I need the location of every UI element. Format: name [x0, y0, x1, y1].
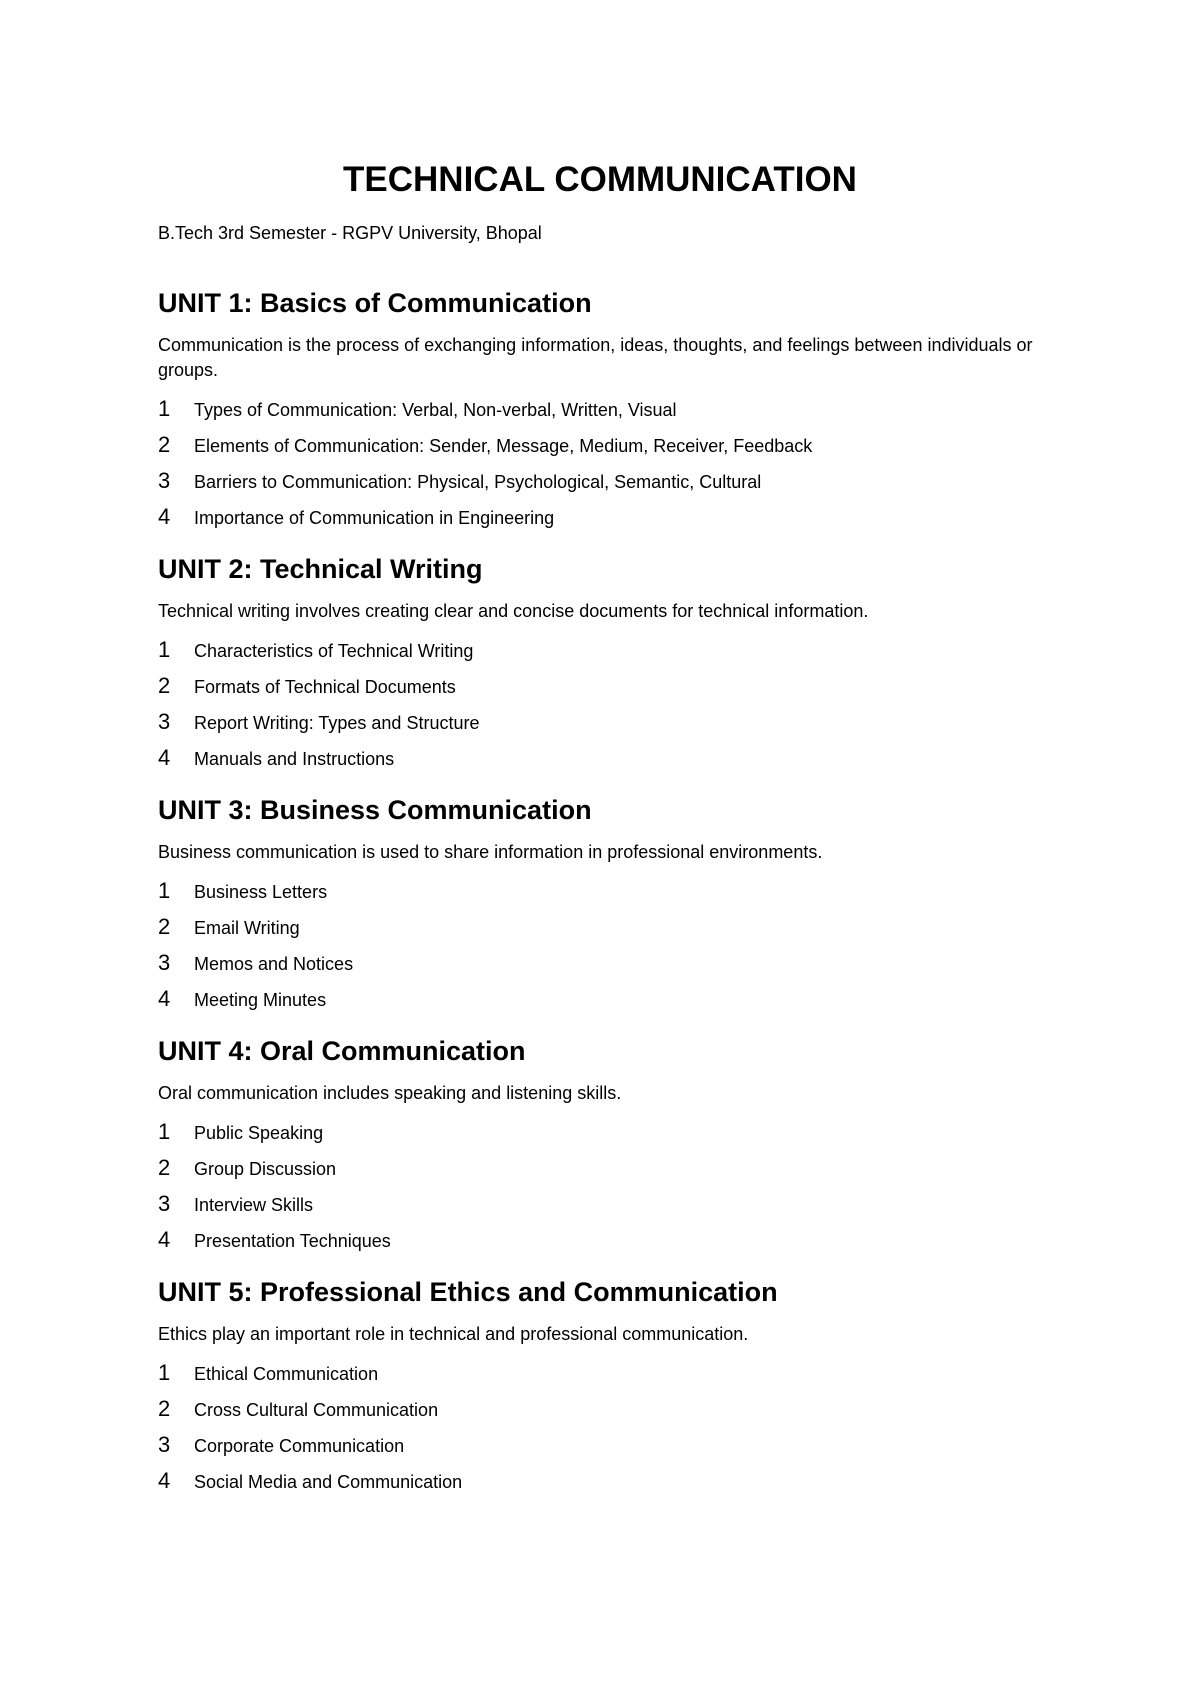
- unit-heading: UNIT 3: Business Communication: [158, 795, 592, 825]
- list-text: Elements of Communication: Sender, Message, Medium, Receiver, Feedback: [194, 436, 813, 456]
- document-subtitle: B.Tech 3rd Semester - RGPV University, Bhopal: [158, 223, 542, 243]
- list-item: [158, 704, 1058, 740]
- list-text: Email Writing: [194, 918, 300, 938]
- list-number: 3: [158, 950, 171, 975]
- list-number: 2: [158, 432, 171, 457]
- list-item: [158, 1427, 1058, 1463]
- unit-intro: Oral communication includes speaking and listening skills.: [158, 1083, 622, 1103]
- list-text: Social Media and Communication: [194, 1472, 463, 1492]
- list-text: Characteristics of Technical Writing: [194, 641, 474, 661]
- list-number: 4: [158, 1468, 171, 1493]
- topic-list: [158, 632, 1058, 776]
- topic-list: [158, 1114, 1058, 1258]
- list-text: Ethical Communication: [194, 1364, 379, 1384]
- unit-intro: Business communication is used to share information in professional environments.: [158, 842, 823, 862]
- list-text: Manuals and Instructions: [194, 749, 395, 769]
- list-text: Group Discussion: [194, 1159, 337, 1179]
- unit-intro: Ethics play an important role in technical and professional communication.: [158, 1324, 749, 1344]
- units-container: [158, 285, 1058, 1515]
- list-item: [158, 873, 1058, 909]
- list-item: [158, 945, 1058, 981]
- list-number: 1: [158, 637, 171, 662]
- list-number: 4: [158, 986, 171, 1011]
- list-item: [158, 1355, 1058, 1391]
- topic-list: [158, 391, 1058, 535]
- unit-intro: Technical writing involves creating clear and concise documents for technical information.: [158, 601, 869, 621]
- list-text: Types of Communication: Verbal, Non-verbal, Written, Visual: [194, 400, 677, 420]
- list-item: [158, 1186, 1058, 1222]
- list-number: 1: [158, 1360, 171, 1385]
- list-item: [158, 668, 1058, 704]
- list-text: Importance of Communication in Engineering: [194, 508, 555, 528]
- list-number: 3: [158, 709, 171, 734]
- unit-section-2: [158, 551, 1058, 776]
- list-number: 1: [158, 1119, 171, 1144]
- list-text: Report Writing: Types and Structure: [194, 713, 480, 733]
- unit-heading: UNIT 5: Professional Ethics and Communication: [158, 1277, 778, 1307]
- list-number: 4: [158, 1227, 171, 1252]
- list-number: 1: [158, 396, 171, 421]
- unit-heading: UNIT 4: Oral Communication: [158, 1036, 526, 1066]
- unit-heading: UNIT 2: Technical Writing: [158, 554, 483, 584]
- list-text: Interview Skills: [194, 1195, 314, 1215]
- list-text: Meeting Minutes: [194, 990, 327, 1010]
- unit-heading: UNIT 1: Basics of Communication: [158, 288, 592, 318]
- document-title: TECHNICAL COMMUNICATION: [343, 160, 857, 199]
- list-item: [158, 391, 1058, 427]
- list-number: 2: [158, 673, 171, 698]
- list-item: [158, 1391, 1058, 1427]
- topic-list: [158, 873, 1058, 1017]
- list-text: Barriers to Communication: Physical, Psychological, Semantic, Cultural: [194, 472, 762, 492]
- list-number: 3: [158, 1432, 171, 1457]
- list-item: [158, 1114, 1058, 1150]
- topic-list: [158, 1355, 1058, 1499]
- list-text: Formats of Technical Documents: [194, 677, 456, 697]
- list-item: [158, 1463, 1058, 1499]
- list-text: Public Speaking: [194, 1123, 324, 1143]
- list-number: 1: [158, 878, 171, 903]
- unit-section-3: [158, 792, 1058, 1017]
- list-number: 2: [158, 1155, 171, 1180]
- unit-intro: Communication is the process of exchanging information, ideas, thoughts, and feelings between individuals or groups.: [158, 335, 1033, 380]
- list-number: 4: [158, 504, 171, 529]
- list-item: [158, 427, 1058, 463]
- list-item: [158, 1150, 1058, 1186]
- list-item: [158, 909, 1058, 945]
- list-number: 3: [158, 1191, 171, 1216]
- list-item: [158, 499, 1058, 535]
- list-text: Memos and Notices: [194, 954, 354, 974]
- list-text: Cross Cultural Communication: [194, 1400, 439, 1420]
- list-item: [158, 740, 1058, 776]
- list-item: [158, 632, 1058, 668]
- list-text: Presentation Techniques: [194, 1231, 391, 1251]
- unit-section-4: [158, 1033, 1058, 1258]
- list-number: 3: [158, 468, 171, 493]
- list-number: 4: [158, 745, 171, 770]
- list-number: 2: [158, 1396, 171, 1421]
- list-text: Business Letters: [194, 882, 328, 902]
- list-number: 2: [158, 914, 171, 939]
- list-text: Corporate Communication: [194, 1436, 405, 1456]
- list-item: [158, 1222, 1058, 1258]
- unit-section-1: [158, 285, 1058, 535]
- list-item: [158, 463, 1058, 499]
- unit-section-5: [158, 1274, 1058, 1499]
- list-item: [158, 981, 1058, 1017]
